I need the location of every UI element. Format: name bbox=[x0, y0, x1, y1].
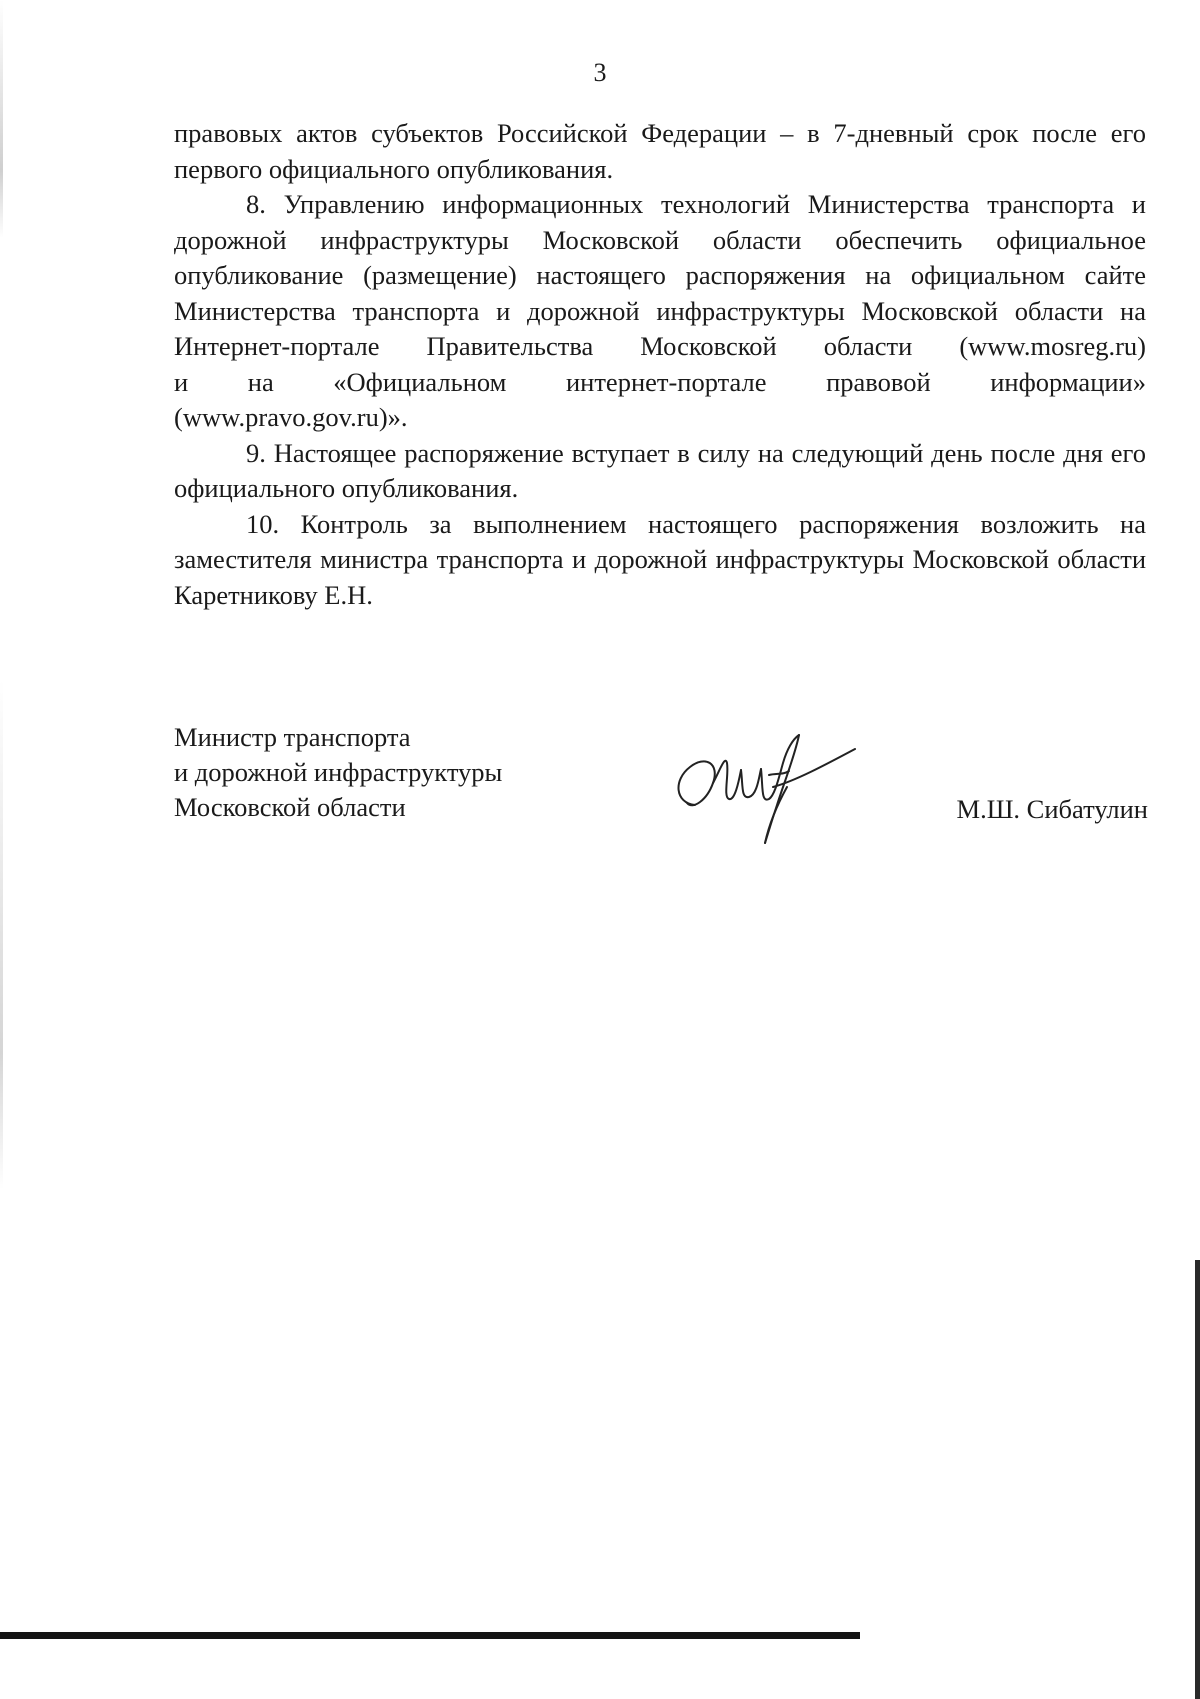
paragraph-9: 9. Настоящее распоряжение вступает в силу на следующий день после дня его официального опубликования. bbox=[174, 437, 1146, 503]
paragraph-8: 8. Управлению информационных технологий Министерства транспорта и дорожной инфраструктуры Московской области обеспечить официальное опубликование (размещение) настоящего распоряжения на официальном сайте Министерства транспорта и дорожной инфраструктуры Московской области на Интернет-портале Правительства Московской области (www.mosreg.ru) bbox=[174, 189, 1146, 361]
signer-name: М.Ш. Сибатулин bbox=[956, 794, 1148, 824]
signatory-title-line-2: и дорожной инфраструктуры bbox=[174, 757, 503, 787]
scan-edge-bottom bbox=[0, 1632, 860, 1639]
paragraph-continuation: правовых актов субъектов Российской Федерации – в 7-дневный срок после его первого официального опубликования. bbox=[174, 118, 1146, 184]
document-body bbox=[174, 116, 1146, 613]
paragraph-10: 10. Контроль за выполнением настоящего распоряжения возложить на заместителя министра транспорта и дорожной инфраструктуры Московской области Каретникову Е.Н. bbox=[174, 508, 1146, 610]
handwritten-signature bbox=[665, 725, 875, 845]
signatory-title-line-1: Министр транспорта bbox=[174, 722, 411, 752]
page-number: 3 bbox=[593, 58, 607, 87]
scan-edge-left bbox=[0, 0, 3, 1699]
signatory-title bbox=[174, 720, 502, 825]
paragraph-8-line-portal: и на «Официальном интернет-портале правовой информации» bbox=[174, 366, 1146, 397]
scan-edge-right bbox=[1195, 1260, 1200, 1699]
signatory-title-line-3: Московской области bbox=[174, 792, 406, 822]
paragraph-8-line-url: (www.pravo.gov.ru)». bbox=[174, 402, 408, 432]
